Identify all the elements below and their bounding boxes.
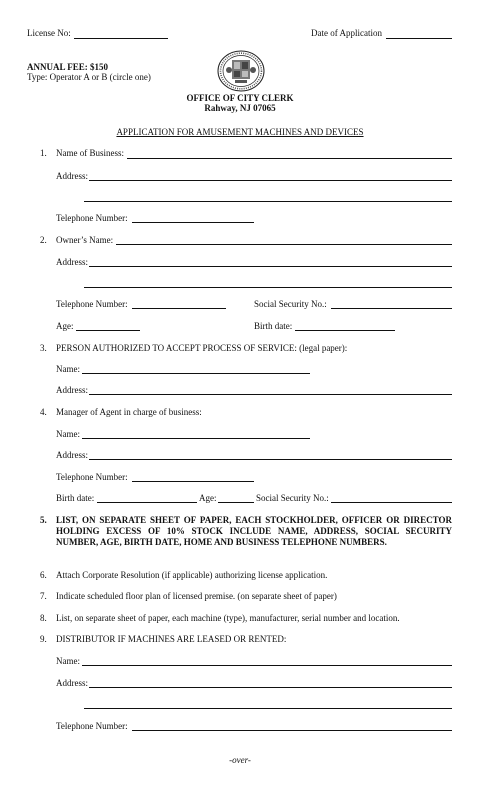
manager-ssn-field[interactable] (331, 502, 452, 503)
manager-telephone-field[interactable] (132, 481, 254, 482)
manager-birth-date-label: Birth date: (56, 493, 95, 503)
distributor-address-field-2[interactable] (84, 708, 452, 709)
form-title: APPLICATION FOR AMUSEMENT MACHINES AND DEVICES (116, 127, 364, 137)
owner-ssn-field[interactable] (331, 308, 452, 309)
agent-address-label: Address: (56, 385, 88, 395)
license-no-field[interactable] (74, 38, 168, 39)
item-number: 3. (40, 343, 47, 353)
item-number: 8. (40, 613, 47, 623)
manager-telephone-label: Telephone Number: (56, 472, 128, 482)
manager-birth-date-field[interactable] (97, 502, 197, 503)
item-number: 7. (40, 591, 47, 601)
owner-telephone-label: Telephone Number: (56, 299, 128, 309)
item-6-label: Attach Corporate Resolution (if applicable) authorizing license application. (56, 570, 328, 580)
item-8-label: List, on separate sheet of paper, each machine (type), manufacturer, serial number and location. (56, 613, 400, 623)
manager-address-field[interactable] (89, 459, 452, 460)
page-footer: -over- (229, 755, 251, 765)
owner-address-field[interactable] (89, 266, 452, 267)
manager-address-label: Address: (56, 450, 88, 460)
item-number: 4. (40, 407, 47, 417)
owner-age-field[interactable] (76, 330, 140, 331)
date-of-application-label: Date of Application (311, 28, 382, 38)
owner-age-label: Age: (56, 321, 74, 331)
item-7-label: Indicate scheduled floor plan of licensed premise. (on separate sheet of paper) (56, 591, 337, 601)
business-name-field[interactable] (127, 158, 452, 159)
distributor-address-label: Address: (56, 678, 88, 688)
agent-address-field[interactable] (89, 394, 452, 395)
distributor-name-label: Name: (56, 656, 80, 666)
owner-name-field[interactable] (116, 244, 452, 245)
office-city: Rahway, NJ 07065 (204, 103, 276, 113)
distributor-telephone-field[interactable] (132, 730, 452, 731)
city-seal-icon (217, 50, 265, 92)
date-of-application-field[interactable] (386, 38, 452, 39)
manager-age-field[interactable] (218, 502, 254, 503)
annual-fee: ANNUAL FEE: $150 (27, 62, 109, 72)
business-address-field-2[interactable] (84, 201, 452, 202)
owner-address-field-2[interactable] (84, 287, 452, 288)
item-3-label: PERSON AUTHORIZED TO ACCEPT PROCESS OF SERVICE: (legal paper): (56, 343, 348, 353)
business-telephone-field[interactable] (132, 222, 254, 223)
agent-name-label: Name: (56, 364, 80, 374)
manager-ssn-label: Social Security No.: (256, 493, 329, 503)
license-no-label: License No: (27, 28, 71, 38)
owner-telephone-field[interactable] (132, 308, 226, 309)
item-number: 5. (40, 515, 47, 525)
item-number: 1. (40, 148, 47, 158)
distributor-telephone-label: Telephone Number: (56, 721, 128, 731)
owner-birth-date-field[interactable] (295, 330, 395, 331)
business-address-label: Address: (56, 171, 88, 181)
item-number: 2. (40, 235, 47, 245)
business-telephone-label: Telephone Number: (56, 213, 128, 223)
item-9-label: DISTRIBUTOR IF MACHINES ARE LEASED OR RENTED: (56, 634, 287, 644)
owner-birth-date-label: Birth date: (254, 321, 293, 331)
item-1-label: Name of Business: (56, 148, 124, 158)
agent-name-field[interactable] (82, 373, 310, 374)
item-number: 9. (40, 634, 47, 644)
item-number: 6. (40, 570, 47, 580)
distributor-address-field[interactable] (89, 687, 452, 688)
manager-name-label: Name: (56, 429, 80, 439)
business-address-field[interactable] (89, 180, 452, 181)
item-2-label: Owner’s Name: (56, 235, 114, 245)
item-4-label: Manager of Agent in charge of business: (56, 407, 202, 417)
manager-age-label: Age: (199, 493, 217, 503)
distributor-name-field[interactable] (82, 665, 452, 666)
owner-address-label: Address: (56, 257, 88, 267)
owner-ssn-label: Social Security No.: (254, 299, 327, 309)
item-5-instruction: LIST, ON SEPARATE SHEET OF PAPER, EACH STOCKHOLDER, OFFICER OR DIRECTOR HOLDING EXCESS OF 10% STOCK INCLUDE NAME, ADDRESS, SOCIAL SECURITY NUMBER, AGE, BIRTH DATE, HOME AND BUSINESS TELEPHONE NUMBERS. (56, 515, 452, 547)
operator-type: Type: Operator A or B (circle one) (27, 72, 151, 82)
office-title: OFFICE OF CITY CLERK (186, 93, 294, 103)
manager-name-field[interactable] (82, 438, 310, 439)
